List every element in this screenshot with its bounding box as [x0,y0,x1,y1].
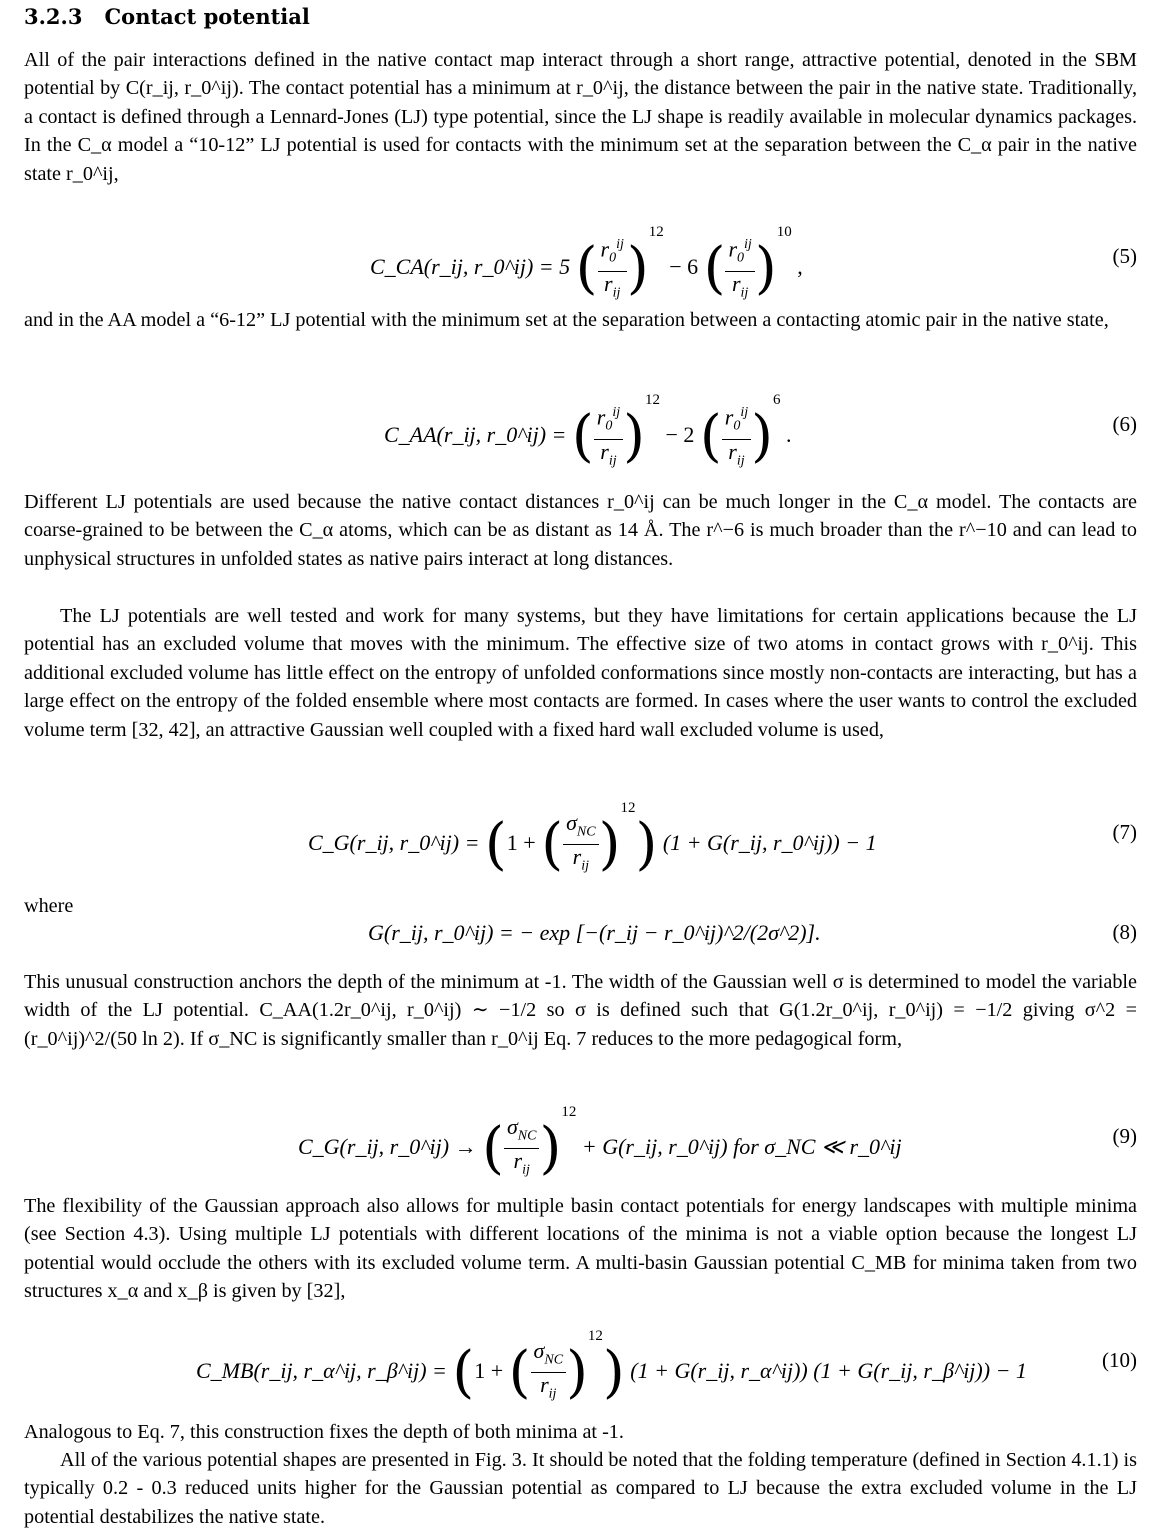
equation-7-exponent: 12 [620,800,636,816]
equation-5-punct: , [797,254,803,279]
equation-10-lhs: C_MB(r_ij, r_α^ij, r_β^ij) = [196,1358,447,1383]
equation-5-coefficient: − 6 [669,254,699,279]
equation-7 [24,796,1137,876]
section-number: 3.2.3 [24,4,83,29]
equation-8 [24,918,1137,954]
paragraph-different-lj: Different LJ potentials are used because the native contact distances r_0^ij can be much longer in the C_α model. The contacts are coarse-grained to be between the C_α atoms, which can be as distant as 14 Å. The r^−6 is much broader than the r^−10 and can lead to unphysical structures in unfolded states as native pairs interact at long distances. [24,491,1137,570]
equation-9-exponent: 12 [561,1104,577,1120]
section-title: Contact potential [104,4,310,29]
equation-9-body: C_G(r_ij, r_0^ij) → ( $\frac{\sigma_{NC}}{r_{ij}}$ )$^{12}$ + G(r_ij, r_0^ij) for σ_NC ≪ r_0^ij [298,1104,902,1181]
paragraph-multi-basin: The flexibility of the Gaussian approach also allows for multiple basin contact potentials for energy landscapes with multiple minima (see Section 4.3). Using multiple LJ potentials with different locations of the minima is not a viable option because the longest LJ potential would occlude the others with its excluded volume term. A multi-basin Gaussian potential C_MB for minima taken from two structures x_α and x_β is given by [32], [24,1195,1137,1303]
equation-7-body: C_G(r_ij, r_0^ij) = (1 + ( $\frac{\sigma_{NC}}{r_{ij}}$ )$^{12}$) (1 + G(r_ij, r_0^ij)) − 1 [308,800,877,877]
equation-6-lhs: C_AA(r_ij, r_0^ij) = [384,422,567,447]
equation-5-exponent-12: 12 [648,224,664,240]
equation-6-punct: . [785,422,792,447]
equation-5-lhs: C_CA(r_ij, r_0^ij) = 5 [370,254,571,279]
equation-5-number: (5) [1112,244,1137,268]
equation-9-number: (9) [1112,1124,1137,1148]
equation-7-lhs: C_G(r_ij, r_0^ij) = [308,830,480,855]
equation-5 [24,218,1137,301]
paper-page [24,0,1137,1538]
equation-5-body: C_CA(r_ij, r_0^ij) = 5 ( $\frac{r_0^{ij}}{r_{ij}}$ )$^{12}$ − 6 ( $\frac{r_0^{ij}}{r_{ij}}$ )$^{10}$ , [370,224,803,301]
equation-9-lhs: C_G(r_ij, r_0^ij) → [298,1134,477,1159]
equation-8-body: G(r_ij, r_0^ij) = − exp [−(r_ij − r_0^ij)^2/(2σ^2)]. [368,920,821,945]
equation-6 [24,386,1137,469]
equation-8-number: (8) [1112,920,1137,944]
paragraph-aa-model: and in the AA model a “6-12” LJ potential with the minimum set at the separation between a contacting atomic pair in the native state, [24,309,1109,331]
equation-9-rhs: + G(r_ij, r_0^ij) for σ_NC ≪ r_0^ij [581,1134,902,1159]
equation-5-exponent-10: 10 [776,224,792,240]
equation-10-body: C_MB(r_ij, r_α^ij, r_β^ij) = (1 + ( $\frac{\sigma_{NC}}{r_{ij}}$ )$^{12}$) (1 + G(r_ij, r_α^ij)) (1 + G(r_ij, r_β^ij)) − 1 [196,1328,1027,1405]
section-heading [24,3,310,31]
equation-6-body: C_AA(r_ij, r_0^ij) = ( $\frac{r_0^{ij}}{r_{ij}}$ )$^{12}$ − 2 ( $\frac{r_0^{ij}}{r_{ij}}$ )$^6$ . [384,392,792,469]
equation-6-coefficient: − 2 [665,422,695,447]
equation-7-rhs: (1 + G(r_ij, r_0^ij)) − 1 [662,830,877,855]
paragraph-gaussian-width: This unusual construction anchors the depth of the minimum at -1. The width of the Gaussian well σ is determined to model the variable width of the LJ potential. C_AA(1.2r_0^ij, r_0^ij) ∼ −1/2 so σ is defined such that G(1.2r_0^ij, r_0^ij) = −1/2 giving σ^2 = (r_0^ij)^2/(50 ln 2). If σ_NC is significantly smaller than r_0^ij Eq. 7 reduces to the more pedagogical form, [24,971,1137,1050]
paragraph-potential-shapes: All of the various potential shapes are presented in Fig. 3. It should be noted that the folding temperature (defined in Section 4.1.1) is typically 0.2 - 0.3 reduced units higher for the Gaussian potential as compared to LJ because the extra excluded volume in the LJ potential destabilizes the native state. [24,1449,1137,1528]
equation-7-number: (7) [1112,820,1137,844]
equation-10-rhs: (1 + G(r_ij, r_α^ij)) (1 + G(r_ij, r_β^ij)) − 1 [630,1358,1027,1383]
paragraph-analogous: Analogous to Eq. 7, this construction fixes the depth of both minima at -1. [24,1421,624,1443]
equation-10-number: (10) [1102,1348,1137,1372]
equation-9 [24,1100,1137,1180]
equation-6-exponent-12: 12 [644,392,660,408]
equation-10 [24,1324,1137,1404]
where-label: where [24,895,74,917]
equation-10-exponent: 12 [587,1328,603,1344]
equation-6-exponent-6: 6 [772,392,781,408]
paragraph-lj-limitations: The LJ potentials are well tested and work for many systems, but they have limitations for certain applications because the LJ potential has an excluded volume that moves with the minimum. The effective size of two atoms in contact grows with r_0^ij. This additional excluded volume has little effect on the entropy of unfolded conformations since mostly non-contacts are interacting, but has a large effect on the entropy of the folded ensemble where most contacts are formed. In cases where the user wants to control the excluded volume term [32, 42], an attractive Gaussian well coupled with a fixed hard wall excluded volume is used, [24,605,1137,741]
equation-6-number: (6) [1112,412,1137,436]
paragraph-intro: All of the pair interactions defined in the native contact map interact through a short range, attractive potential, denoted in the SBM potential by C(r_ij, r_0^ij). The contact potential has a minimum at r_0^ij, the distance between the pair in the native state. Traditionally, a contact is defined through a Lennard-Jones (LJ) type potential, since the LJ shape is readily available in molecular dynamics packages. In the C_α model a “10-12” LJ potential is used for contacts with the minimum set at the separation between the C_α pair in the native state r_0^ij, [24,49,1137,185]
